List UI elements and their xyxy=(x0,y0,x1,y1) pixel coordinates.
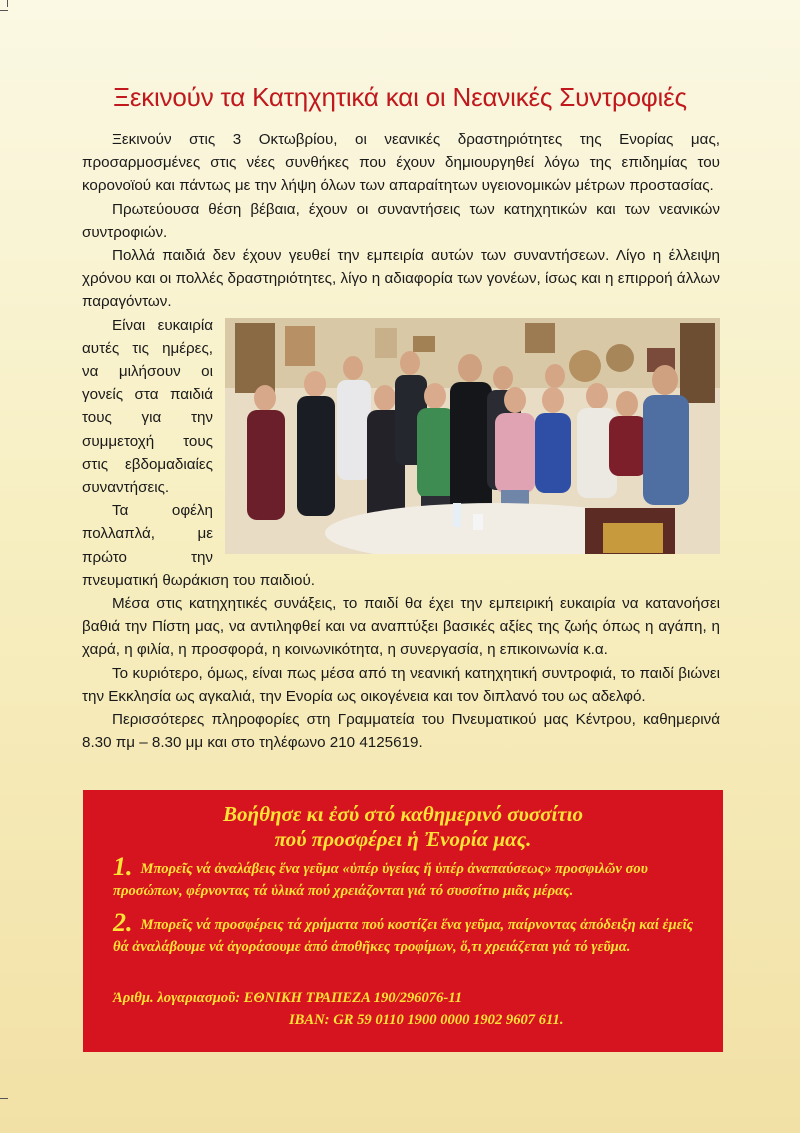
paragraph: Είναι ευκαιρία αυτές τις ημέρες, να μιλήσουν οι γονείς στα παιδιά τους για την συμμετοχή τους στις εβδομαδιαίες συναντήσεις. xyxy=(82,316,213,497)
donation-title xyxy=(83,802,723,852)
crop-mark xyxy=(7,0,8,7)
donation-box xyxy=(83,790,723,1052)
account-number: Ἀριθμ. λογαριασμοῦ: ΕΘΝΙΚΗ ΤΡΑΠΕΖΑ 190/296076-11 xyxy=(113,990,463,1006)
paragraph: Πολλά παιδιά δεν έχουν γευθεί την εμπειρία αυτών των συναντήσεων. Λίγο η έλλειψη χρόνου και οι πολλές δραστηριότητες, λίγο η αδιαφορία των γονέων, ίσως και η επιρροή άλλων παραγόντων. xyxy=(82,247,720,311)
paragraph: Πρωτεύουσα θέση βέβαια, έχουν οι συναντήσεις των κατηχητικών και των νεανικών συντροφιών. xyxy=(82,200,720,241)
donation-title-line: Βοήθησε κι ἐσύ στό καθημερινό συσσίτιο xyxy=(223,802,583,826)
paragraph: Ξεκινούν στις 3 Οκτωβρίου, οι νεανικές δραστηριότητες της Ενορίας μας, προσαρμοσμένες στις νέες συνθήκες που έχουν δημιουργηθεί λόγω της επιδημίας του κορονοϊού και πάντως με την λήψη όλων των απαραίτητων υγειονομικών μέτρων προστασίας. xyxy=(82,131,720,195)
group-photo xyxy=(225,318,720,554)
option-number: 2. xyxy=(113,908,133,937)
paragraph: Τα οφέλη πολλαπλά, με πρώτο την πνευματική θωράκιση του παιδιού. xyxy=(82,502,316,589)
option-text: Μπορεῖς νά ἀναλάβεις ἕνα γεῦμα «ὑπέρ ὑγείας ἤ ὑπέρ ἀναπαύσεως» προσφιλῶν σου προσώπων, φέρνοντας τά ὑλικά πού χρειάζονται γιά τό συσσίτιο μιᾶς μέρας. xyxy=(113,861,648,899)
option-text: Μπορεῖς νά προσφέρεις τά χρήματα πού κοστίζει ἕνα γεῦμα, παίρνοντας ἀπόδειξη καί ἐμεῖς θά ἀναλάβουμε νά ἀγοράσουμε ἀπό ἀποθῆκες τροφίμων, ὅ,τι χρειάζεται γιά τό γεῦμα. xyxy=(113,917,694,955)
paragraph: Μέσα στις κατηχητικές συνάξεις, το παιδί θα έχει την εμπειρική ευκαιρία να κατανοήσει βαθιά την Πίστη μας, να αντιληφθεί και να αναπτύξει βασικές αξίες της ζωής όπως η αγάπη, η χαρά, η φιλία, η προσφορά, η κοινωνικότητα, η συνεργασία, η επικοινωνία κ.α. xyxy=(82,595,720,659)
donation-title-line: πού προσφέρει ἡ Ἐνορία μας. xyxy=(274,827,532,851)
crop-mark xyxy=(0,1098,8,1099)
article-body xyxy=(82,128,720,754)
article-title: Ξεκινούν τα Κατηχητικά και οι Νεανικές Συντροφιές xyxy=(113,82,687,112)
group-photo-image xyxy=(225,318,720,554)
donation-option-2 xyxy=(113,908,698,958)
paragraph: Το κυριότερο, όμως, είναι πως μέσα από τη νεανική κατηχητική συντροφιά, το παιδί βιώνει την Εκκλησία ως αγκαλιά, την Ενορία ως οικογένεια και τον διπλανό του ως αδελφό. xyxy=(82,664,720,705)
crop-mark xyxy=(0,10,8,11)
option-number: 1. xyxy=(113,852,133,881)
iban: IBAN: GR 59 0110 1900 0000 1902 9607 611. xyxy=(289,1012,564,1028)
paragraph: Περισσότερες πληροφορίες στη Γραμματεία του Πνευματικού μας Κέντρου, καθημερινά 8.30 πμ – 8.30 μμ και στο τηλέφωνο 210 4125619. xyxy=(82,711,720,752)
donation-option-1 xyxy=(113,852,698,902)
